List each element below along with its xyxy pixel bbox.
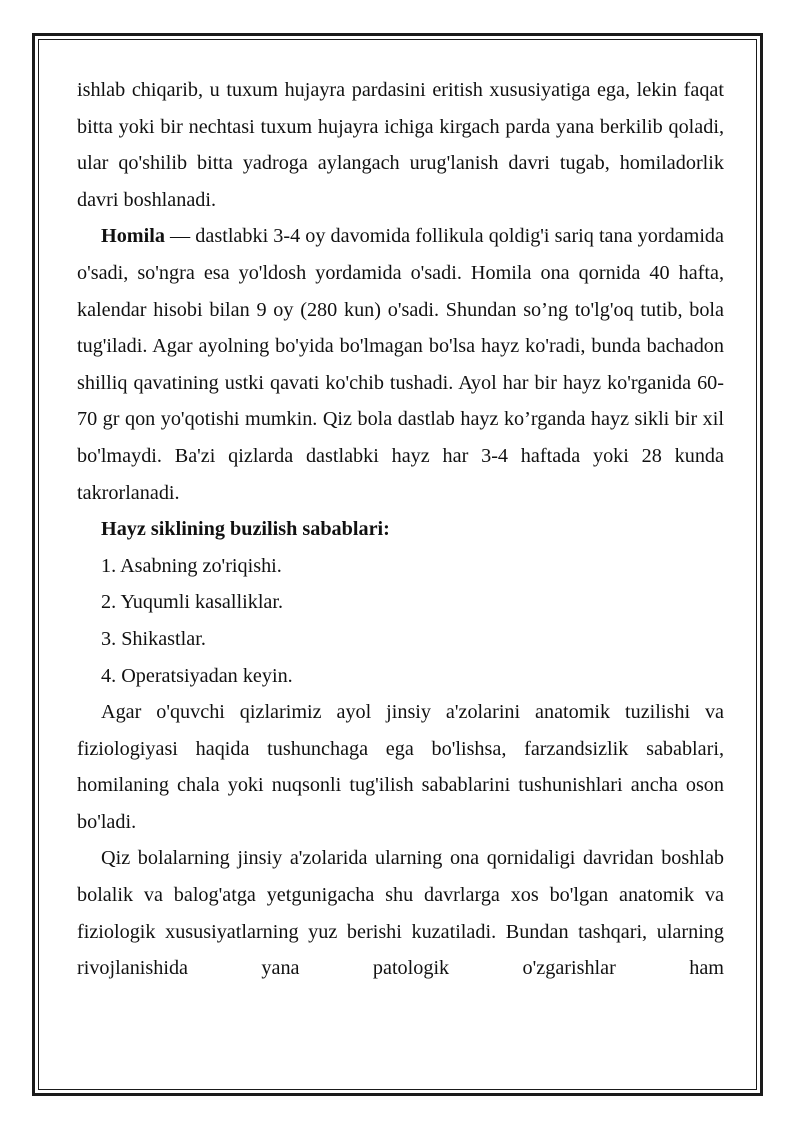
list-item: 4. Operatsiyadan keyin. [101,664,293,687]
paragraph-continuation: ishlab chiqarib, u tuxum hujayra pardasini eritish xususiyatiga ega, lekin faqat bitta yoki bir nechtasi tuxum hujayra ichiga kirgach parda yana berkilib qoladi, ular qo'shilib bitta yadroga aylangach urug'lanish davri tugab, homiladorlik davri boshlanadi. [77,79,724,211]
list-item: 1. Asabning zo'riqishi. [101,554,282,577]
paragraph-homila-text: — dastlabki 3-4 oy davomida follikula qoldig'i sariq tana yordamida o'sadi, so'ngra esa yo'ldosh yordamida o'sadi. Homila ona qornida 40 hafta, kalendar hisobi bilan 9 oy (280 kun) o'sadi. Shundan so’ng to'lg'oq tutib, bola tug'iladi. Agar ayolning bo'yida bo'lmagan bo'lsa hayz ko'radi, bunda bachadon shilliq qavatining ustki qavati ko'chib tushadi. Ayol har bir hayz ko'rganida 60-70 gr qon yo'qotishi mumkin. Qiz bola dastlab hayz ko’rganda hayz sikli bir xil bo'lmaydi. Ba'zi qizlarda dastlabki hayz har 3-4 haftada yoki 28 kunda takrorlanadi. [77,225,724,504]
section-heading: Hayz siklining buzilish sabablari: [101,518,390,541]
list-item: 2. Yuqumli kasalliklar. [101,591,284,614]
document-body [77,72,724,987]
paragraph-development: Qiz bolalarning jinsiy a'zolarida ularning ona qornidaligi davridan boshlab bolalik va balog'atga yetgunigacha shu davrlarga xos bo'lgan anatomik va fiziologik xususiyatlarning yuz berishi kuzatiladi. Bundan tashqari, ularning rivojlanishida yana patologik o'zgarishlar ham [77,847,724,980]
paragraph-homila [77,218,724,511]
term-homila: Homila [101,225,165,248]
list-item: 3. Shikastlar. [101,627,206,650]
paragraph-understanding: Agar o'quvchi qizlarimiz ayol jinsiy a'zolarini anatomik tuzilishi va fiziologiyasi haqida tushunchaga ega bo'lishsa, farzandsizlik sabablari, homilaning chala yoki nuqsonli tug'ilish sabablarini tushunishlari ancha oson bo'ladi. [77,701,724,833]
